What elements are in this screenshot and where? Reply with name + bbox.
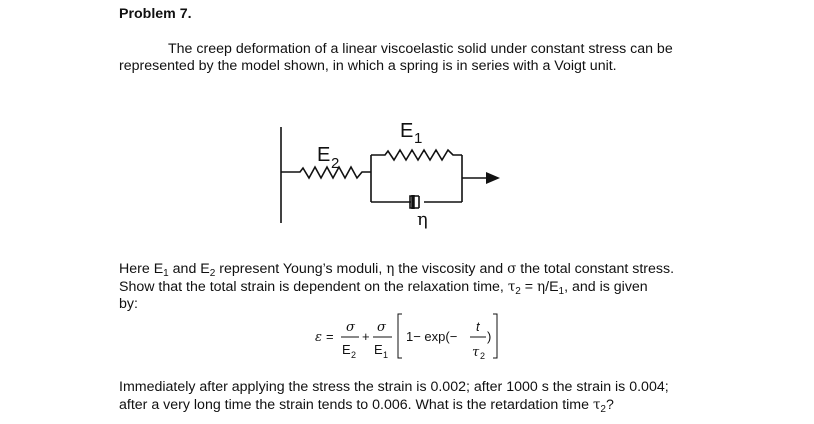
body-line-2: Show that the total strain is dependent on the relaxation time, $\tau_2 = \eta/E_1$, and is given <box>119 279 648 297</box>
svg-text:): ) <box>487 329 492 344</box>
spring-voigt-model-diagram <box>270 115 520 230</box>
svg-text:1: 1 <box>383 350 389 360</box>
svg-text:1− exp(−: 1− exp(− <box>406 329 458 344</box>
e2-label-sub: 2 <box>331 155 340 172</box>
svg-text:τ: τ <box>472 345 480 360</box>
question-line-1: Immediately after applying the stress the strain is 0.002; after 1000 s the strain is 0.004; <box>119 379 669 395</box>
svg-text:2: 2 <box>351 350 357 360</box>
body-line-1: Here $E_1$ and $E_2$ represent Young’s moduli, η the viscosity and σ the total constant stress. <box>119 261 675 279</box>
svg-text:+: + <box>362 329 370 344</box>
svg-text:σ: σ <box>346 320 355 335</box>
spring-e2 <box>281 167 371 178</box>
e1-label-sub: 1 <box>414 130 423 147</box>
body-line-3: by: <box>119 296 138 312</box>
dashpot-eta <box>410 195 419 209</box>
svg-text:=: = <box>326 329 334 344</box>
eta-label: η <box>417 209 428 230</box>
intro-line-1: The creep deformation of a linear viscoelastic solid under constant stress can be <box>168 41 673 57</box>
svg-text:σ: σ <box>377 320 386 335</box>
svg-text:t: t <box>476 319 480 334</box>
e2-label: E <box>317 144 331 166</box>
spring-e1 <box>371 150 462 160</box>
svg-text:E: E <box>374 342 383 357</box>
svg-text:E: E <box>342 342 351 357</box>
svg-text:2: 2 <box>480 351 486 361</box>
load-arrow-icon <box>486 172 500 184</box>
problem-title: Problem 7. <box>119 6 192 22</box>
intro-line-2: represented by the model shown, in which a spring is in series with a Voigt unit. <box>119 58 617 74</box>
e1-label: E <box>400 120 414 142</box>
question-line-2: after a very long time the strain tends to 0.006. What is the retardation time $\tau_2$? <box>119 397 614 415</box>
strain-equation <box>310 312 510 362</box>
svg-text:ε: ε <box>315 330 322 345</box>
